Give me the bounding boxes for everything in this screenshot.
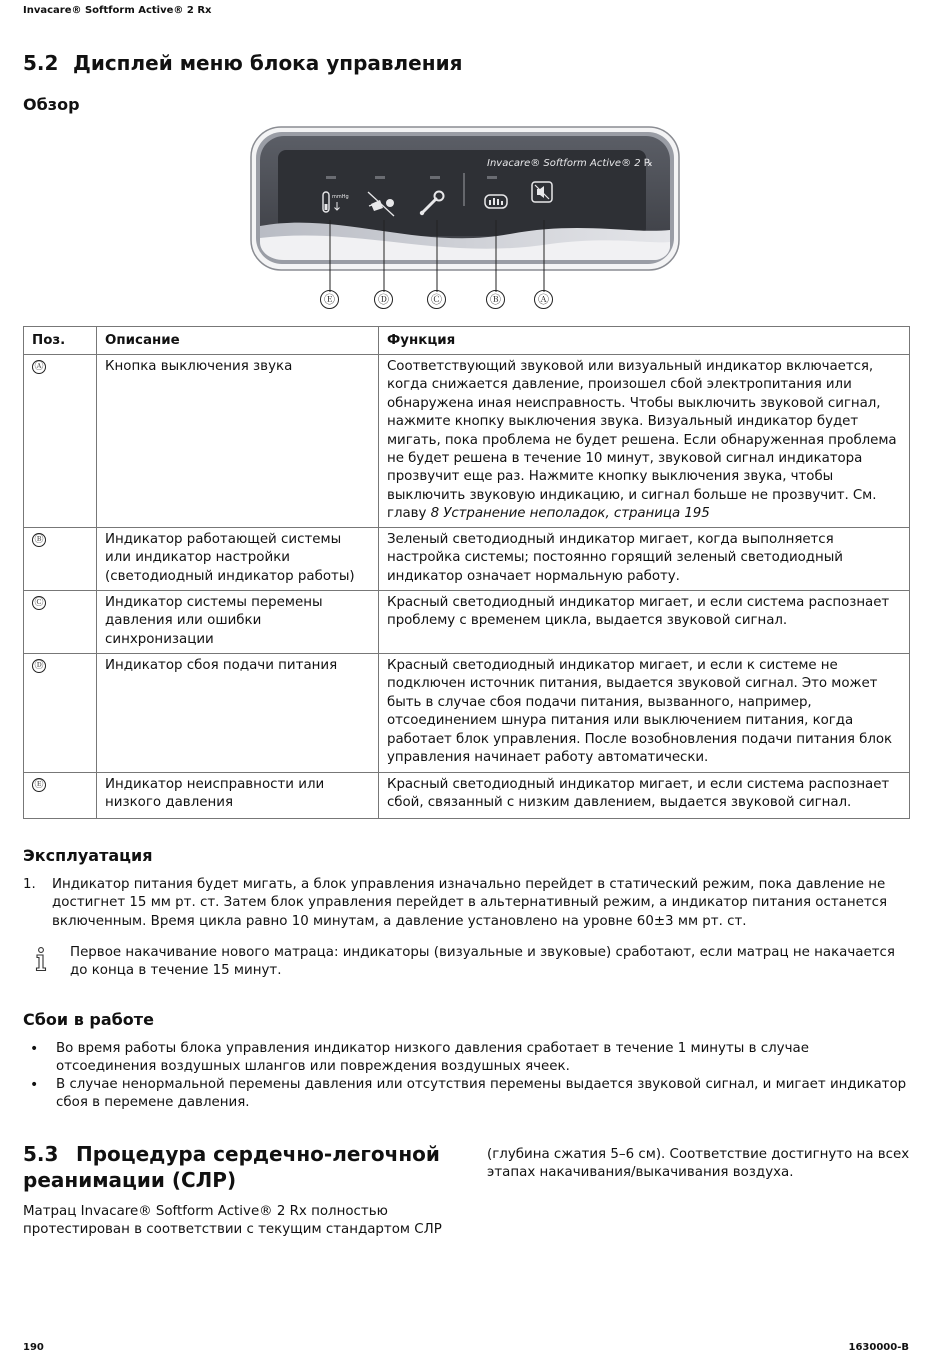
callout-a: Ⓐ [534, 290, 553, 309]
row-function: Зеленый светодиодный индикатор мигает, когда выполняется настройка системы; постоянно горящий зеленый светодиодный индикатор означает нормальную работу. [379, 528, 910, 591]
section-number: 5.3 [23, 1142, 59, 1166]
overview-heading: Обзор [23, 95, 80, 114]
section-title-text: Дисплей меню блока управления [73, 51, 463, 75]
indicator-table [23, 326, 910, 819]
step-number: 1. [23, 877, 36, 892]
row-function: Красный светодиодный индикатор мигает, и если система распознает сбой, связанный с низким давлением, выдается звуковой сигнал. [379, 773, 910, 819]
callout-labels [0, 290, 950, 316]
bullet-item: В случае ненормальной перемены давления или отсутствия перемены выдается звуковой сигнал, и мигает индикатор сбоя в перемене давления. [56, 1077, 907, 1111]
section-number: 5.2 [23, 51, 59, 75]
section-title-text: Процедура сердечно-легочной реанимации (СЛР) [23, 1142, 440, 1192]
row-description: Индикатор системы перемены давления или ошибки синхронизации [97, 591, 379, 654]
table-row [24, 773, 910, 819]
row-description: Индикатор неисправности или низкого давления [97, 773, 379, 819]
cpr-right-text: (глубина сжатия 5–6 см). Соответствие достигнуто на всех этапах накачивания/выкачивания воздуха. [487, 1147, 910, 1181]
callout-leader-lines [0, 200, 950, 295]
note-text: Первое накачивание нового матраца: индикаторы (визуальные и звуковые) сработают, если матрац не накачается до конца в течение 15 минут. [70, 945, 895, 979]
row-description: Кнопка выключения звука [97, 355, 379, 528]
running-header: Invacare® Softform Active® 2 Rx [23, 5, 212, 16]
mmhg-label: mmHg [332, 194, 349, 200]
row-function [379, 355, 910, 528]
table-row [24, 528, 910, 591]
bullet-icon: • [30, 1041, 39, 1057]
header-description: Описание [97, 327, 379, 355]
table-header-row [24, 327, 910, 355]
row-description: Индикатор сбоя подачи питания [97, 654, 379, 773]
row-function-text: Соответствующий звуковой или визуальный индикатор включается, когда снижается давление, произошел сбой электропитания или обнаружена иная неисправность. Чтобы выключить звуковой сигнал, нажмите кнопку выключения звука. Визуальный индикатор будет мигать, пока проблема не будет решена. Если обнаруженная проблема не будет решена в течение 10 минут, звуковой сигнал индикатора прозвучит еще раз. Нажмите кнопку выключения звука, чтобы выключить звуковую индикацию, и сигнал больше не прозвучит. См. главу [387, 359, 897, 522]
row-pos-badge: Ⓑ [32, 533, 46, 547]
header-function: Функция [379, 327, 910, 355]
cpr-left-text: Матрац Invacare® Softform Active® 2 Rx полностью протестирован в соответствии с текущим стандартом СЛР [23, 1204, 442, 1238]
document-code: 1630000-B [848, 1342, 909, 1353]
row-pos-badge: Ⓔ [32, 778, 46, 792]
row-description: Индикатор работающей системы или индикатор настройки (светодиодный индикатор работы) [97, 528, 379, 591]
table-row [24, 591, 910, 654]
callout-b: Ⓑ [486, 290, 505, 309]
callout-c: Ⓒ [427, 290, 446, 309]
operation-heading: Эксплуатация [23, 846, 153, 865]
brand-label: Invacare® Softform Active® 2 ℞ [487, 158, 653, 169]
section-title-5-2 [23, 50, 462, 76]
row-pos-badge: Ⓓ [32, 659, 46, 673]
info-icon [32, 946, 52, 972]
row-function: Красный светодиодный индикатор мигает, и если система распознает проблему с временем цикла, выдается звуковой сигнал. [379, 591, 910, 654]
header-pos: Поз. [24, 327, 97, 355]
page-number: 190 [23, 1342, 44, 1353]
chapter-reference-link[interactable]: 8 Устранение неполадок, страница 195 [430, 506, 710, 522]
bullet-icon: • [30, 1077, 39, 1093]
step-text: Индикатор питания будет мигать, а блок управления изначально перейдет в статический режим, пока давление не достигнет 15 мм рт. ст. Затем блок управления перейдет в альтернативный режим, а индикатор питания останется включенным. Время цикла равно 10 минутам, а давление установлено на уровне 60±3 мм рт. ст. [52, 877, 888, 929]
callout-e: Ⓔ [320, 290, 339, 309]
section-title-5-3 [23, 1141, 443, 1193]
bullet-item: Во время работы блока управления индикатор низкого давления сработает в течение 1 минуты в случае отсоединения воздушных шлангов или повреждения воздушных ячеек. [56, 1041, 809, 1075]
row-pos-badge: Ⓐ [32, 360, 46, 374]
row-function: Красный светодиодный индикатор мигает, и если к системе не подключен источник питания, выдается звуковой сигнал. Это может быть в случае сбоя подачи питания, вызванного, например, отсоединением шнура питания или выключением питания, когда работает блок управления. После возобновления подачи питания блок управления начинает работу автоматически. [379, 654, 910, 773]
callout-d: Ⓓ [374, 290, 393, 309]
table-row [24, 654, 910, 773]
row-pos-badge: Ⓒ [32, 596, 46, 610]
malfunctions-heading: Сбои в работе [23, 1010, 154, 1029]
table-row [24, 355, 910, 528]
